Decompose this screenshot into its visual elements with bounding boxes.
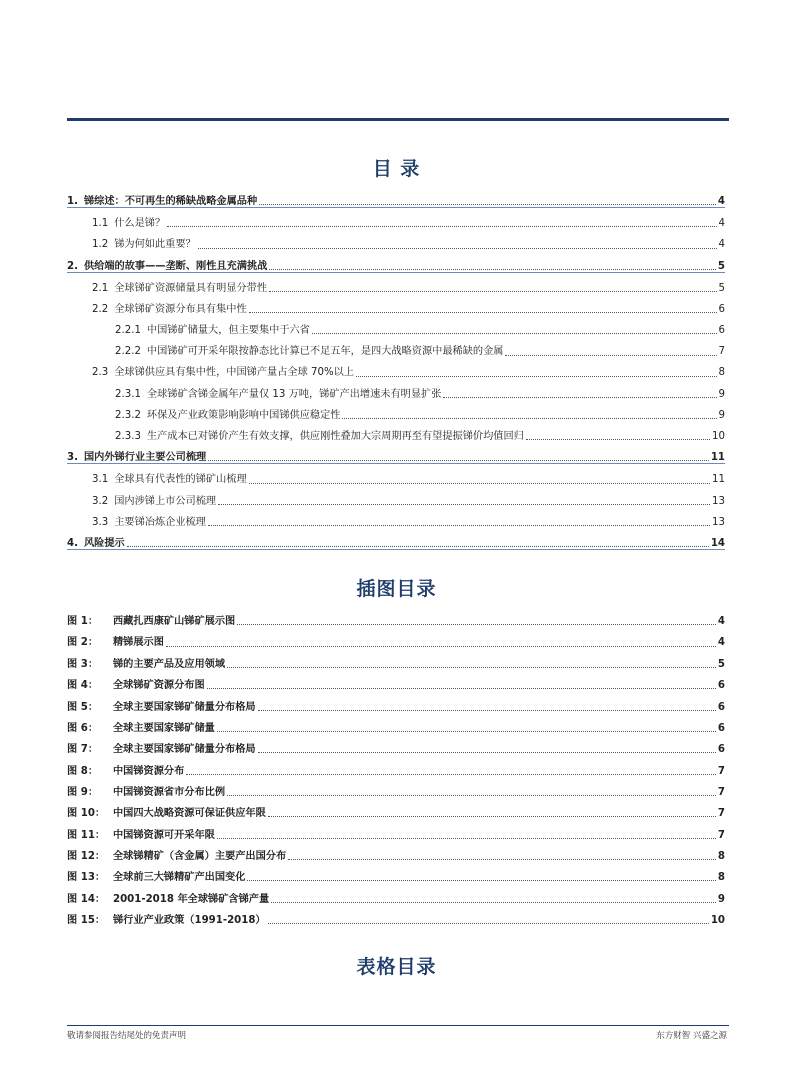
figure-entry[interactable]: [67, 670, 725, 691]
entry-number: 2.2.2: [115, 346, 141, 358]
figure-entry[interactable]: [67, 627, 725, 648]
dot-leader: [269, 269, 716, 270]
entry-number: 图 5：: [67, 701, 99, 713]
entry-title: 供给端的故事——垄断、刚性且充满挑战: [83, 260, 268, 272]
entry-title: 中国锑资源分布: [113, 765, 185, 777]
entry-page-number: 10: [712, 431, 725, 443]
tables-list-title: 表格目录: [356, 956, 437, 978]
entry-title: 中国四大战略资源可保证供应年限: [113, 808, 266, 820]
entry-page-number: 7: [717, 765, 725, 777]
entry-title: 锑行业产业政策（1991-2018）: [113, 914, 266, 926]
dot-leader: [208, 460, 709, 461]
entry-number: 图 9：: [67, 786, 99, 798]
entry-title: 生产成本已对锑价产生有效支撑，供应刚性叠加大宗周期再至有望提振锑价均值回归: [146, 431, 524, 443]
entry-page-number: 9: [718, 388, 725, 400]
toc-entry[interactable]: [67, 442, 725, 464]
dot-leader: [217, 731, 716, 732]
entry-title: 全球锑精矿（含金属）主要产出国分布: [113, 850, 287, 862]
entry-number: 2.: [67, 260, 78, 272]
header-rule: [67, 118, 729, 121]
dot-leader: [288, 859, 716, 860]
entry-number: 2.1: [92, 282, 109, 294]
entry-title: 全球前三大锑精矿产出国变化: [113, 872, 246, 884]
toc-entry[interactable]: [67, 507, 725, 528]
entry-page-number: 9: [717, 893, 725, 905]
entry-number: 2.3.3: [115, 431, 141, 443]
entry-number: 图 8：: [67, 765, 99, 777]
entry-page-number: 8: [717, 872, 725, 884]
entry-page-number: 4: [718, 239, 725, 251]
entry-title: 中国锑矿储量大，但主要集中于六省: [146, 325, 310, 337]
entry-page-number: 13: [712, 495, 725, 507]
figure-entry[interactable]: [67, 883, 725, 904]
dot-leader: [268, 816, 716, 817]
entry-number: 3.1: [92, 474, 109, 486]
entry-page-number: 5: [717, 658, 725, 670]
entry-number: 图 12：: [67, 850, 106, 862]
figure-entry[interactable]: [67, 734, 725, 755]
entry-title: 全球锑矿资源分布具有集中性: [114, 303, 247, 315]
dot-leader: [227, 795, 716, 796]
toc-entry[interactable]: [67, 315, 725, 336]
toc-entry[interactable]: [67, 229, 725, 250]
toc-entry[interactable]: [67, 336, 725, 357]
toc-entry[interactable]: [67, 528, 725, 550]
entry-page-number: 4: [717, 637, 725, 649]
entry-page-number: 7: [717, 808, 725, 820]
toc-title: 目 录: [372, 158, 421, 180]
entry-page-number: 4: [718, 218, 725, 230]
entry-title: 全球锑矿含锑金属年产量仅 13 万吨，锑矿产出增速未有明显扩张: [146, 388, 442, 400]
dot-leader: [356, 376, 716, 377]
entry-page-number: 6: [717, 701, 725, 713]
entry-page-number: 11: [710, 452, 725, 464]
figure-entry[interactable]: [67, 862, 725, 883]
entry-page-number: 4: [717, 195, 725, 207]
entry-title: 主要锑冶炼企业梳理: [114, 516, 206, 528]
entry-number: 图 10：: [67, 808, 106, 820]
entry-page-number: 10: [710, 914, 725, 926]
entry-page-number: 5: [717, 260, 725, 272]
entry-title: 国内涉锑上市公司梳理: [114, 495, 217, 507]
dot-leader: [166, 646, 716, 647]
entry-number: 1.1: [92, 218, 109, 230]
entry-number: 图 14：: [67, 893, 106, 905]
entry-number: 1.: [67, 195, 78, 207]
entry-title: 全球主要国家锑矿储量分布格局: [113, 744, 256, 756]
dot-leader: [269, 291, 717, 292]
toc-entry[interactable]: [67, 251, 725, 273]
entry-number: 图 6：: [67, 722, 99, 734]
entry-title: 全球主要国家锑矿储量: [113, 722, 215, 734]
entry-number: 图 15：: [67, 914, 106, 926]
entry-page-number: 5: [718, 282, 725, 294]
entry-title: 国内外锑行业主要公司梳理: [83, 452, 207, 464]
figure-entry[interactable]: [67, 777, 725, 798]
entry-page-number: 7: [717, 786, 725, 798]
dot-leader: [271, 902, 716, 903]
entry-page-number: 6: [718, 303, 725, 315]
entry-number: 3.3: [92, 516, 109, 528]
toc-entry[interactable]: [67, 400, 725, 421]
entry-title: 全球主要国家锑矿储量分布格局: [113, 701, 256, 713]
entry-title: 全球锑矿资源储量具有明显分带性: [114, 282, 268, 294]
entry-page-number: 6: [717, 680, 725, 692]
dot-leader: [505, 355, 716, 356]
table-of-contents: [67, 186, 725, 550]
figure-entry[interactable]: [67, 691, 725, 712]
figure-entry[interactable]: [67, 905, 725, 926]
toc-entry[interactable]: [67, 294, 725, 315]
figures-list-title: 插图目录: [356, 578, 437, 600]
figure-entry[interactable]: [67, 798, 725, 819]
entry-page-number: 11: [712, 474, 725, 486]
dot-leader: [167, 226, 716, 227]
entry-number: 4.: [67, 537, 78, 549]
entry-number: 3.2: [92, 495, 109, 507]
figure-entry[interactable]: [67, 819, 725, 840]
toc-entry[interactable]: [67, 273, 725, 294]
entry-title: 锑为何如此重要？: [114, 239, 196, 251]
entry-title: 中国锑矿可开采年限按静态比计算已不足五年，是四大战略资源中最稀缺的金属: [146, 346, 504, 358]
toc-entry[interactable]: [67, 486, 725, 507]
figure-entry[interactable]: [67, 755, 725, 776]
toc-entry[interactable]: [67, 186, 725, 208]
entry-title: 风险提示: [83, 537, 125, 549]
disclaimer-note: 敬请参阅报告结尾处的免责声明: [67, 1031, 187, 1041]
entry-number: 1.2: [92, 239, 109, 251]
entry-page-number: 13: [712, 516, 725, 528]
entry-title: 锑的主要产品及应用领域: [113, 658, 226, 670]
entry-title: 全球锑矿资源分布图: [113, 680, 205, 692]
dot-leader: [237, 624, 716, 625]
entry-number: 3.: [67, 452, 78, 464]
dot-leader: [249, 483, 710, 484]
dot-leader: [268, 923, 709, 924]
list-of-figures: [67, 606, 725, 926]
entry-title: 全球具有代表性的锑矿山梳理: [114, 474, 247, 486]
dot-leader: [198, 248, 717, 249]
entry-title: 环保及产业政策影响影响中国锑供应稳定性: [146, 409, 341, 421]
entry-page-number: 6: [717, 722, 725, 734]
toc-entry[interactable]: [67, 379, 725, 400]
figure-entry[interactable]: [67, 606, 725, 627]
entry-page-number: 7: [717, 829, 725, 841]
entry-number: 图 1：: [67, 616, 99, 628]
entry-number: 2.3.2: [115, 409, 141, 421]
entry-number: 图 3：: [67, 658, 99, 670]
entry-title: 西藏扎西康矿山锑矿展示图: [113, 616, 236, 628]
dot-leader: [443, 397, 716, 398]
entry-number: 2.2: [92, 303, 109, 315]
entry-title: 锑综述：不可再生的稀缺战略金属品种: [83, 195, 258, 207]
entry-title: 全球锑供应具有集中性，中国锑产量占全球 70%以上: [114, 367, 355, 379]
entry-page-number: 14: [710, 537, 725, 549]
dot-leader: [526, 439, 710, 440]
entry-number: 2.3.1: [115, 388, 141, 400]
entry-number: 图 7：: [67, 744, 99, 756]
figure-entry[interactable]: [67, 713, 725, 734]
dot-leader: [247, 880, 715, 881]
dot-leader: [227, 667, 716, 668]
footer-rule: [67, 1025, 729, 1026]
entry-page-number: 8: [717, 850, 725, 862]
entry-page-number: 6: [717, 744, 725, 756]
dot-leader: [218, 504, 710, 505]
entry-number: 图 13：: [67, 872, 106, 884]
dot-leader: [249, 312, 717, 313]
dot-leader: [208, 525, 710, 526]
dot-leader: [217, 838, 716, 839]
company-slogan: 东方财智 兴盛之源: [656, 1031, 727, 1041]
dot-leader: [258, 710, 716, 711]
dot-leader: [186, 774, 716, 775]
entry-title: 精锑展示图: [113, 637, 164, 649]
entry-number: 2.3: [92, 367, 109, 379]
dot-leader: [207, 688, 716, 689]
dot-leader: [258, 752, 716, 753]
entry-title: 2001-2018 年全球锑矿含锑产量: [113, 893, 270, 905]
entry-page-number: 9: [718, 409, 725, 421]
toc-entry[interactable]: [67, 208, 725, 229]
entry-page-number: 8: [718, 367, 725, 379]
toc-entry[interactable]: [67, 358, 725, 379]
dot-leader: [342, 418, 716, 419]
entry-title: 什么是锑？: [114, 218, 166, 230]
figure-entry[interactable]: [67, 649, 725, 670]
entry-title: 中国锑资源可开采年限: [113, 829, 215, 841]
toc-entry[interactable]: [67, 464, 725, 485]
entry-title: 中国锑资源省市分布比例: [113, 786, 226, 798]
entry-page-number: 7: [718, 346, 725, 358]
toc-entry[interactable]: [67, 421, 725, 442]
entry-number: 图 11：: [67, 829, 106, 841]
entry-number: 图 4：: [67, 680, 99, 692]
entry-page-number: 6: [718, 325, 725, 337]
entry-number: 2.2.1: [115, 325, 141, 337]
dot-leader: [127, 546, 709, 547]
entry-page-number: 4: [717, 616, 725, 628]
figure-entry[interactable]: [67, 841, 725, 862]
dot-leader: [312, 333, 717, 334]
dot-leader: [259, 204, 716, 205]
entry-number: 图 2：: [67, 637, 99, 649]
